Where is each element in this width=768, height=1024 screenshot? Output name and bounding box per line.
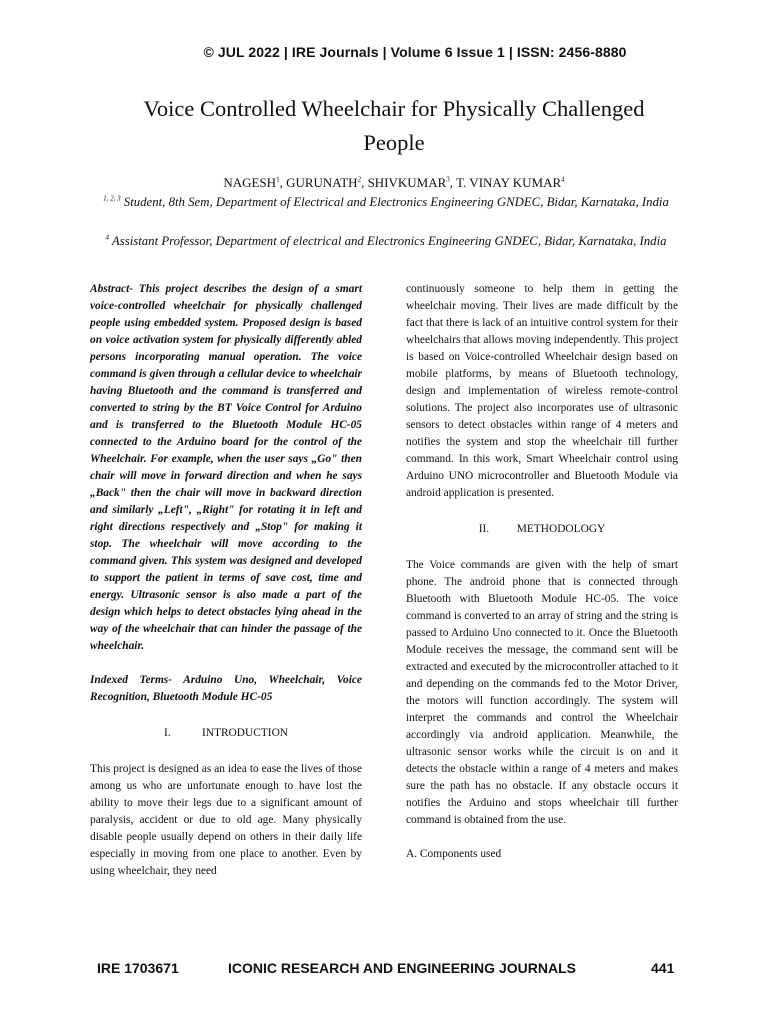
author-name: NAGESH	[223, 175, 277, 190]
section-number: II.	[478, 523, 490, 535]
methodology-paragraph: The Voice commands are given with the help of smart phone. The android phone that is connected through Bluetooth with Bluetooth Module HC-05. The voice command is converted to an array of string and the string is passed to Arduino Uno connected to it. Once the Bluetooth Module receives the message, the command sent will be extracted and executed by the microcontroller attached to it and depending on the commands fed to the Motor Driver, the motors will function accordingly. The system will interpret the commands and control the Wheelchair accordingly via android application. Meanwhile, the ultrasonic sensor works while the circuit is on and it detects the obstacle within a range of 4 meters and makes sure the path has no obstacle. If any obstacle occurs it notifies the Arduino and stops wheelchair till further command is obtained from the use.	[406, 559, 678, 826]
subsection-heading-components: A. Components used	[406, 848, 502, 860]
left-column	[90, 281, 362, 880]
affiliation-sup: 4	[105, 233, 109, 242]
section-title: INTRODUCTION	[201, 727, 289, 739]
journal-header: © JUL 2022 | IRE Journals | Volume 6 Issue 1 | ISSN: 2456-8880	[203, 44, 627, 60]
intro-paragraph-continued: continuously someone to help them in getting the wheelchair moving. Their lives are made difficult by the fact that there is lack of an intuitive control system for their wheelchairs that allows moving independently. This project is based on Voice-controlled Wheelchair design based on mobile platforms, by means of Bluetooth technology, design and implementation of wireless remote-control solutions. The project also incorporates use of ultrasonic sensors to detect obstacles within range of 4 meters and notifies the system and stop the wheelchair till further command. In this work, Smart Wheelchair control using Arduino UNO microcontroller and Bluetooth Module via android application is presented.	[406, 283, 678, 499]
author-sup: 2	[357, 175, 362, 184]
footer-paper-id: IRE 1703671	[97, 960, 179, 976]
author-name: SHIVKUMAR	[367, 175, 447, 190]
section-heading-methodology	[406, 521, 678, 538]
affiliation-sup: 1, 2, 3	[103, 194, 121, 203]
author-sup: 1	[276, 175, 280, 184]
section-heading-introduction	[90, 725, 362, 742]
page-footer	[0, 960, 768, 980]
affiliation-text: Assistant Professor, Department of electrical and Electronics Engineering GNDEC, Bidar, Karnataka, India	[108, 234, 667, 248]
affiliation-text: Student, 8th Sem, Department of Electrical and Electronics Engineering GNDEC, Bidar, Karnataka, India	[120, 195, 669, 209]
footer-page-number: 441	[651, 960, 675, 976]
paper-title	[60, 92, 728, 160]
author-name: GURUNATH	[286, 175, 358, 190]
author-list: NAGESH$^1$, GURUNATH$^2$, SHIVKUMAR$^3$, T. VINAY KUMAR$^4$	[223, 175, 565, 190]
section-title: METHODOLOGY	[516, 523, 606, 535]
index-terms: Indexed Terms- Arduino Uno, Wheelchair, Voice Recognition, Bluetooth Module HC-05	[90, 674, 362, 703]
affiliation-professor	[86, 232, 686, 250]
author-name: T. VINAY KUMAR	[456, 175, 562, 190]
section-number: I.	[163, 727, 171, 739]
title-line-2: People	[363, 130, 425, 155]
author-sup: 3	[446, 175, 450, 184]
author-sup: 4	[561, 175, 565, 184]
intro-paragraph: This project is designed as an idea to ease the lives of those among us who are unfortunate enough to have lost the ability to move their legs due to a significant amount of paralysis, accident or due to old age. Many physically disable people usually depend on others in their daily life especially in moving from one place to another. Even by using wheelchair, they need	[90, 763, 362, 877]
title-line-1: Voice Controlled Wheelchair for Physically Challenged	[143, 96, 645, 121]
affiliation-students	[86, 193, 686, 211]
abstract: Abstract- This project describes the design of a smart voice-controlled wheelchair for physically challenged people using embedded system. Proposed design is based on voice activation system for physically differently abled persons incorporating manual operation. The voice command is given through a cellular device to wheelchair having Bluetooth and the command is transferred and converted to string by the BT Voice Control for Arduino and is transferred to the Bluetooth Module HC-05 connected to the Arduino board for the control of the Wheelchair. For example, when the user says „Go" then chair will move in forward direction and when he says „Back" then the chair will move in backward direction and similarly „Left", „Right" for rotating it in left and right directions respectively and „Stop" for making it stop. The wheelchair will move according to the command given. This system was designed and developed to support the patient in terms of save cost, time and energy. Ultrasonic sensor is also made a part of the design which helps to detect obstacles lying ahead in the way of the wheelchair that can hinder the passage of the wheelchair.	[90, 283, 362, 652]
right-column	[406, 281, 678, 863]
footer-journal-name: ICONIC RESEARCH AND ENGINEERING JOURNALS	[228, 960, 576, 976]
